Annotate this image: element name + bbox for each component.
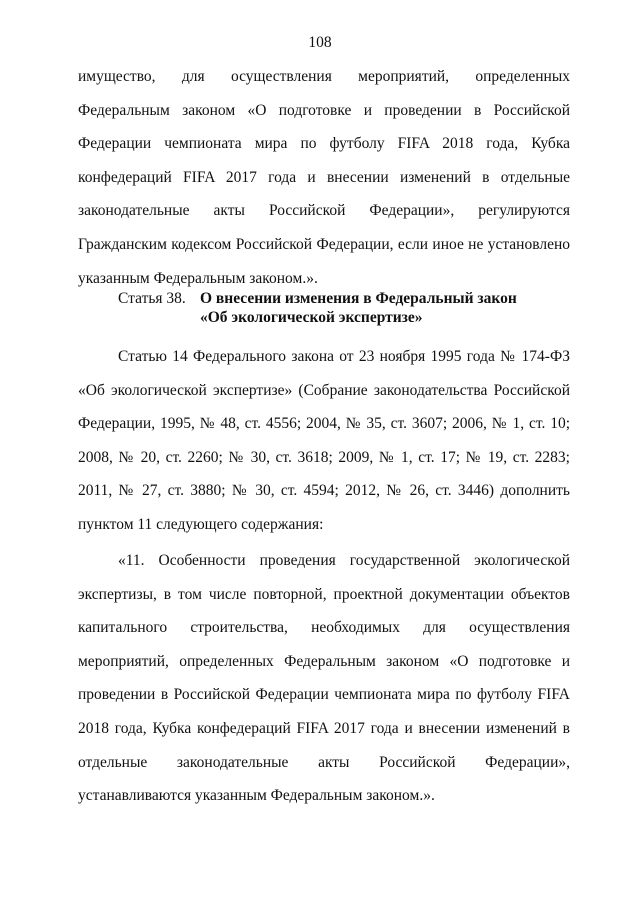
article-number: Статья 38. — [118, 290, 186, 307]
amendment-paragraph: Статью 14 Федерального закона от 23 ноября 1995 года № 174-ФЗ «Об экологической экспертизе» (Собрание законодательства Российской Федерации, 1995, № 48, ст. 4556; 2004, № 35, ст. 3607; 2006, № 1, ст. 10; 2008, № 20, ст. 2260; № 30, ст. 3618; 2009, № 1, ст. 17; № 19, ст. 2283; 2011, № 27, ст. 3880; № 30, ст. 4594; 2012, № 26, ст. 3446) дополнить пунктом 11 следующего содержания: — [78, 348, 570, 533]
article-heading — [118, 289, 570, 327]
page-number: 108 — [308, 34, 332, 51]
article-title — [200, 289, 570, 327]
article-title-line-2: «Об экологической экспертизе» — [200, 309, 423, 326]
quoted-clause-paragraph: «11. Особенности проведения государственной экологической экспертизы, в том числе повторной, проектной документации объектов капитального строительства, необходимых для осуществления мероприятий, определенных Федеральным законом «О подготовке и проведении в Российской Федерации чемпионата мира по футболу FIFA 2018 года, Кубка конфедераций FIFA 2017 года и внесении изменений в отдельные законодательные акты Российской Федерации», устанавливаются указанным Федеральным законом.». — [78, 552, 570, 805]
article-title-line-1: О внесении изменения в Федеральный закон — [200, 290, 517, 307]
continuation-paragraph: имущество, для осуществления мероприятий, определенных Федеральным законом «О подготовке и проведении в Российской Федерации чемпионата мира по футболу FIFA 2018 года, Кубка конфедераций FIFA 2017 года и внесении изменений в отдельные законодательные акты Российской Федерации», регулируются Гражданским кодексом Российской Федерации, если иное не установлено указанным Федеральным законом.». — [78, 68, 570, 287]
